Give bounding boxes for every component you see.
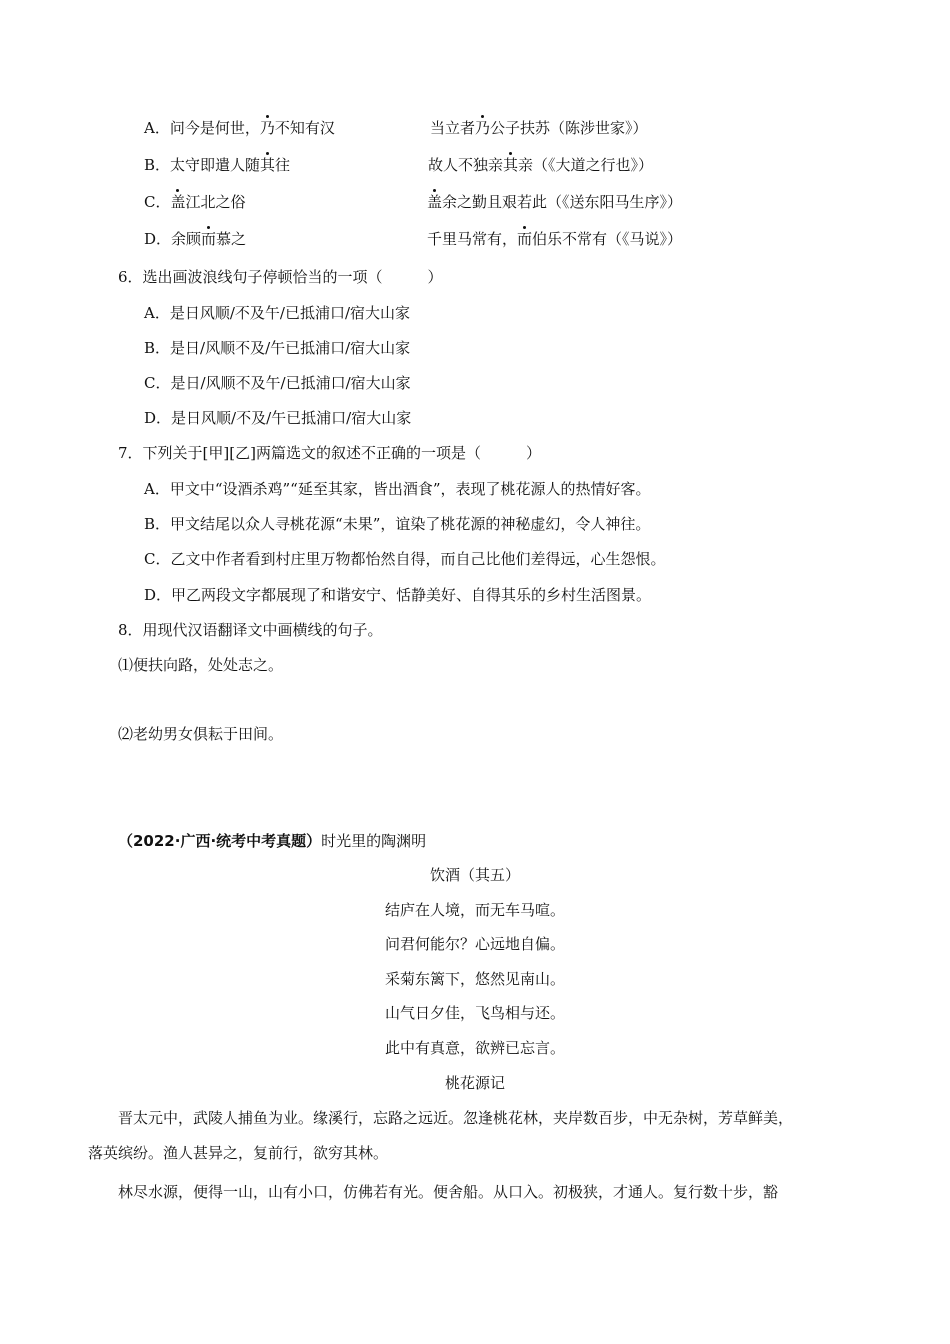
- q5-option-c-left: [144, 192, 246, 212]
- poem-line: 此中有真意，欲辨已忘言。: [384, 1039, 565, 1057]
- q6-option-b[interactable]: B．是日/风顺不及/午已抵浦口/宿大山家: [144, 339, 411, 357]
- text: A．问今是何世，: [144, 119, 260, 137]
- emphasis-char: 其: [260, 156, 276, 174]
- poem-line: 采菊东篱下，悠然见南山。: [384, 970, 565, 988]
- poem-title: 饮酒（其五）: [429, 866, 520, 884]
- section-source: （2022·广西·统考中考真题）: [118, 832, 322, 850]
- q5-option-b-right: [428, 155, 653, 175]
- text: B．太守即遣人随: [144, 156, 261, 174]
- poem-line: 问君何能尔？心远地自偏。: [384, 935, 565, 953]
- q8-stem: 8．用现代汉语翻译文中画横线的句子。: [118, 621, 383, 639]
- q5-option-c-right: [427, 192, 682, 212]
- emphasis-char: 盖: [427, 193, 443, 211]
- text: 余之勤且艰若此（《送东阳马生序》）: [442, 193, 683, 211]
- text: 亲（《大道之行也》）: [518, 156, 654, 174]
- text: 不知有汉: [274, 119, 335, 137]
- emphasis-char: 其: [503, 156, 519, 174]
- prose-line: 落英缤纷。渔人甚异之，复前行，欲穷其林。: [88, 1144, 389, 1162]
- q6-option-d[interactable]: D．是日风顺/不及/午已抵浦口/宿大山家: [144, 409, 412, 427]
- text: 慕之: [216, 230, 247, 248]
- q5-option-a-left: [144, 118, 335, 138]
- emphasis-char: 而: [201, 230, 217, 248]
- prose-line: 晋太元中，武陵人捕鱼为业。缘溪行，忘路之远近。忽逢桃花林，夹岸数百步，中无杂树，芳草鲜美，: [118, 1109, 794, 1127]
- section-header: [118, 831, 426, 851]
- q7-option-c[interactable]: C．乙文中作者看到村庄里万物都怡然自得，而自己比他们差得远，心生怨恨。: [144, 550, 666, 568]
- text: 伯乐不常有（《马说》）: [532, 230, 683, 248]
- poem-line: 山气日夕佳，飞鸟相与还。: [384, 1004, 565, 1022]
- text: 千里马常有，: [427, 230, 518, 248]
- q7-option-d[interactable]: D．甲乙两段文字都展现了和谐安宁、恬静美好、自得其乐的乡村生活图景。: [144, 586, 652, 604]
- q8-item-2: ⑵老幼男女俱耘于田间。: [118, 725, 284, 743]
- text: D．余顾: [144, 230, 202, 248]
- q7-option-a[interactable]: A．甲文中“设酒杀鸡”“延至其家，皆出酒食”，表现了桃花源人的热情好客。: [144, 480, 651, 498]
- emphasis-char: 乃: [259, 119, 275, 137]
- emphasis-char: 而: [517, 230, 533, 248]
- emphasis-char: 乃: [475, 119, 491, 137]
- emphasis-char: 盖: [170, 193, 186, 211]
- q5-option-d-right: [427, 229, 682, 249]
- section-title: 时光里的陶渊明: [321, 832, 427, 850]
- q7-stem: 7．下列关于[甲][乙]两篇选文的叙述不正确的一项是（ ）: [118, 444, 541, 462]
- text: 江北之俗: [185, 193, 246, 211]
- text: 公子扶苏（陈涉世家》）: [490, 119, 648, 137]
- text: 故人不独亲: [428, 156, 504, 174]
- text: C．: [144, 193, 171, 211]
- q7-option-b[interactable]: B．甲文结尾以众人寻桃花源“未果”，谊染了桃花源的神秘虚幻，令人神往。: [144, 515, 651, 533]
- q5-option-a-right: [430, 118, 648, 138]
- q8-item-1: ⑴便扶向路，处处志之。: [118, 656, 284, 674]
- prose-title: 桃花源记: [444, 1074, 505, 1092]
- poem-line: 结庐在人境，而无车马喧。: [384, 901, 565, 919]
- text: 当立者: [430, 119, 476, 137]
- q5-option-b-left: [144, 155, 290, 175]
- prose-line: 林尽水源，便得一山，山有小口，仿佛若有光。便舍船。从口入。初极狭，才通人。复行数十步，豁: [118, 1183, 779, 1201]
- q6-stem: 6．选出画波浪线句子停顿恰当的一项（ ）: [118, 268, 443, 286]
- q5-option-d-left: [144, 229, 246, 249]
- text: 往: [275, 156, 291, 174]
- q6-option-a[interactable]: A．是日风顺/不及午/已抵浦口/宿大山家: [144, 304, 410, 322]
- q6-option-c[interactable]: C．是日/风顺不及午/已抵浦口/宿大山家: [144, 374, 411, 392]
